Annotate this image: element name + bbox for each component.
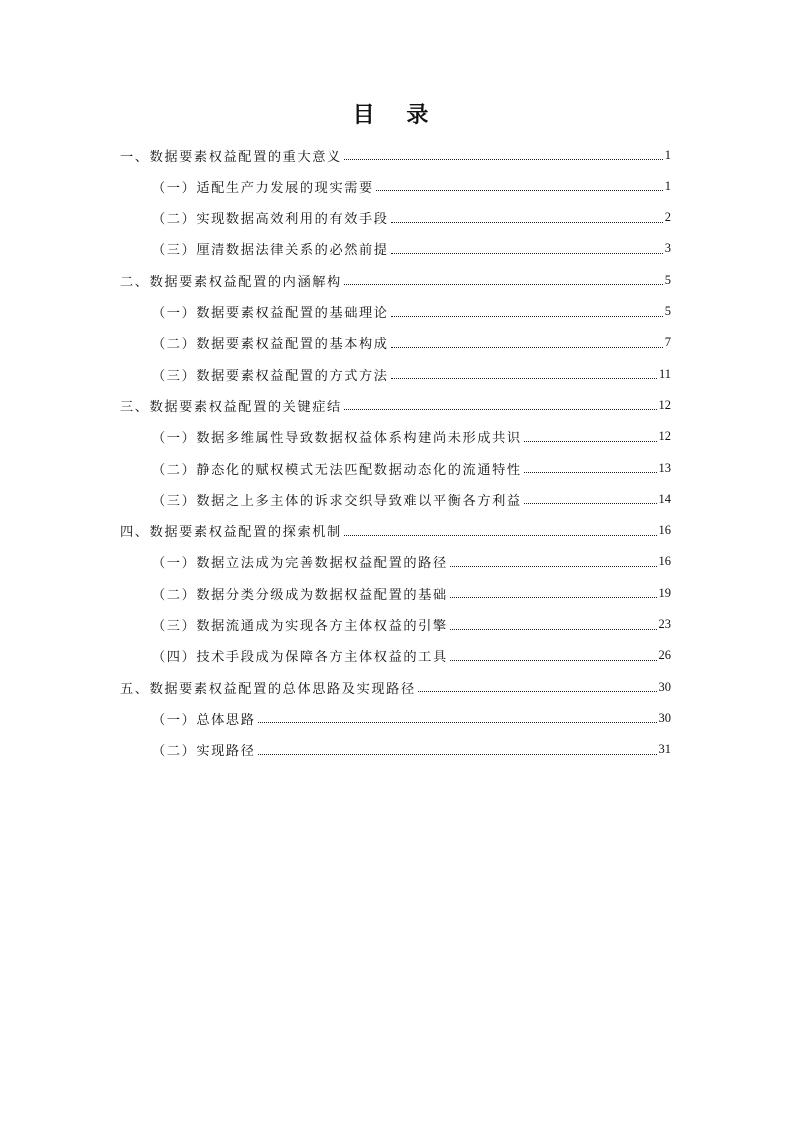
toc-section-entry[interactable]	[152, 734, 671, 766]
toc-page-number: 3	[664, 241, 671, 256]
toc-page-number: 30	[658, 710, 671, 725]
toc-section-entry[interactable]	[152, 296, 671, 328]
toc-page-number: 1	[664, 147, 671, 162]
toc-page-number: 1	[664, 178, 671, 193]
toc-section-entry[interactable]	[152, 640, 671, 672]
toc-dot-leader	[450, 628, 657, 630]
toc-dot-leader	[391, 346, 663, 348]
toc-entry-title: （三）数据要素权益配置的方式方法	[152, 368, 389, 384]
toc-dot-leader	[418, 690, 657, 692]
toc-chapter-entry[interactable]	[120, 139, 671, 171]
toc-entry-title: （一）总体思路	[152, 712, 256, 728]
toc-entry-title: 三、数据要素权益配置的关键症结	[120, 399, 342, 415]
toc-page-number: 30	[658, 679, 671, 694]
toc-chapter-entry[interactable]	[120, 515, 671, 547]
toc-dot-leader	[450, 565, 657, 567]
toc-dot-leader	[524, 471, 657, 473]
toc-dot-leader	[344, 408, 657, 410]
toc-entry-title: （三）数据流通成为实现各方主体权益的引擎	[152, 619, 448, 634]
toc-section-entry[interactable]	[152, 233, 671, 265]
toc-entry-title: （二）实现数据高效利用的有效手段	[152, 212, 389, 228]
toc-dot-leader	[258, 753, 657, 755]
toc-entry-title: （三）数据之上多主体的诉求交织导致难以平衡各方利益	[152, 493, 522, 509]
toc-entry-title: （二）数据分类分级成为数据权益配置的基础	[152, 587, 448, 603]
toc-page-number: 7	[664, 335, 671, 350]
toc-section-entry[interactable]	[152, 421, 671, 453]
toc-entry-title: （一）数据多维属性导致数据权益体系构建尚未形成共识	[152, 431, 522, 447]
toc-page-number: 5	[664, 304, 671, 318]
toc-section-entry[interactable]	[152, 609, 671, 641]
toc-section-entry[interactable]	[152, 546, 671, 578]
toc-dot-leader	[524, 502, 657, 504]
toc-page-number: 26	[658, 648, 671, 663]
toc-page-number: 16	[658, 523, 671, 538]
page-title: 目 录	[352, 103, 441, 128]
toc-entry-title: 一、数据要素权益配置的重大意义	[120, 149, 342, 165]
toc-dot-leader	[391, 315, 663, 317]
toc-chapter-entry[interactable]	[120, 389, 671, 421]
toc-entry-title: （一）数据立法成为完善数据权益配置的路径	[152, 556, 448, 572]
toc-dot-leader	[376, 189, 663, 191]
toc-section-entry[interactable]	[152, 327, 671, 359]
toc-page-number: 12	[658, 429, 671, 444]
toc-section-entry[interactable]	[152, 483, 671, 515]
toc-entry-title: （二）实现路径	[152, 744, 256, 760]
toc-entry-title: （二）静态化的赋权模式无法匹配数据动态化的流通特性	[152, 462, 522, 478]
toc-entry-title: （四）技术手段成为保障各方主体权益的工具	[152, 650, 448, 666]
toc-page-number: 23	[658, 617, 671, 631]
toc-entry-title: 二、数据要素权益配置的内涵解构	[120, 274, 342, 290]
toc-page-number: 16	[658, 554, 671, 569]
toc-page-number: 31	[658, 742, 671, 757]
toc-dot-leader	[391, 221, 663, 223]
toc-page-number: 13	[658, 460, 671, 475]
toc-entry-title: 四、数据要素权益配置的探索机制	[120, 525, 342, 541]
toc-page-number: 14	[658, 491, 671, 506]
toc-dot-leader	[344, 283, 663, 285]
toc-dot-leader	[344, 534, 657, 536]
toc-dot-leader	[258, 721, 657, 723]
toc-page-number: 12	[658, 397, 671, 412]
toc-dot-leader	[391, 377, 657, 379]
toc-section-entry[interactable]	[152, 202, 671, 234]
toc-dot-leader	[524, 440, 657, 442]
toc-entry-title: （一）数据要素权益配置的基础理论	[152, 306, 389, 321]
toc-chapter-entry[interactable]	[120, 671, 671, 703]
toc-entry-title: 五、数据要素权益配置的总体思路及实现路径	[120, 681, 416, 697]
toc-entry-title: （一）适配生产力发展的现实需要	[152, 180, 374, 196]
toc-section-entry[interactable]	[152, 702, 671, 734]
toc-section-entry[interactable]	[152, 170, 671, 202]
toc-section-entry[interactable]	[152, 577, 671, 609]
toc-dot-leader	[450, 659, 657, 661]
toc-page-number: 11	[658, 366, 671, 381]
toc-page-number: 2	[664, 210, 671, 225]
toc-entry-title: （三）厘清数据法律关系的必然前提	[152, 243, 389, 259]
toc-page-number: 19	[658, 585, 671, 600]
toc-dot-leader	[450, 596, 657, 598]
toc-page-number: 5	[664, 272, 671, 287]
toc-dot-leader	[391, 252, 663, 254]
toc-entry-title: （二）数据要素权益配置的基本构成	[152, 337, 389, 353]
toc-section-entry[interactable]	[152, 358, 671, 390]
toc-dot-leader	[344, 158, 663, 160]
toc-chapter-entry[interactable]	[120, 264, 671, 296]
toc-section-entry[interactable]	[152, 452, 671, 484]
